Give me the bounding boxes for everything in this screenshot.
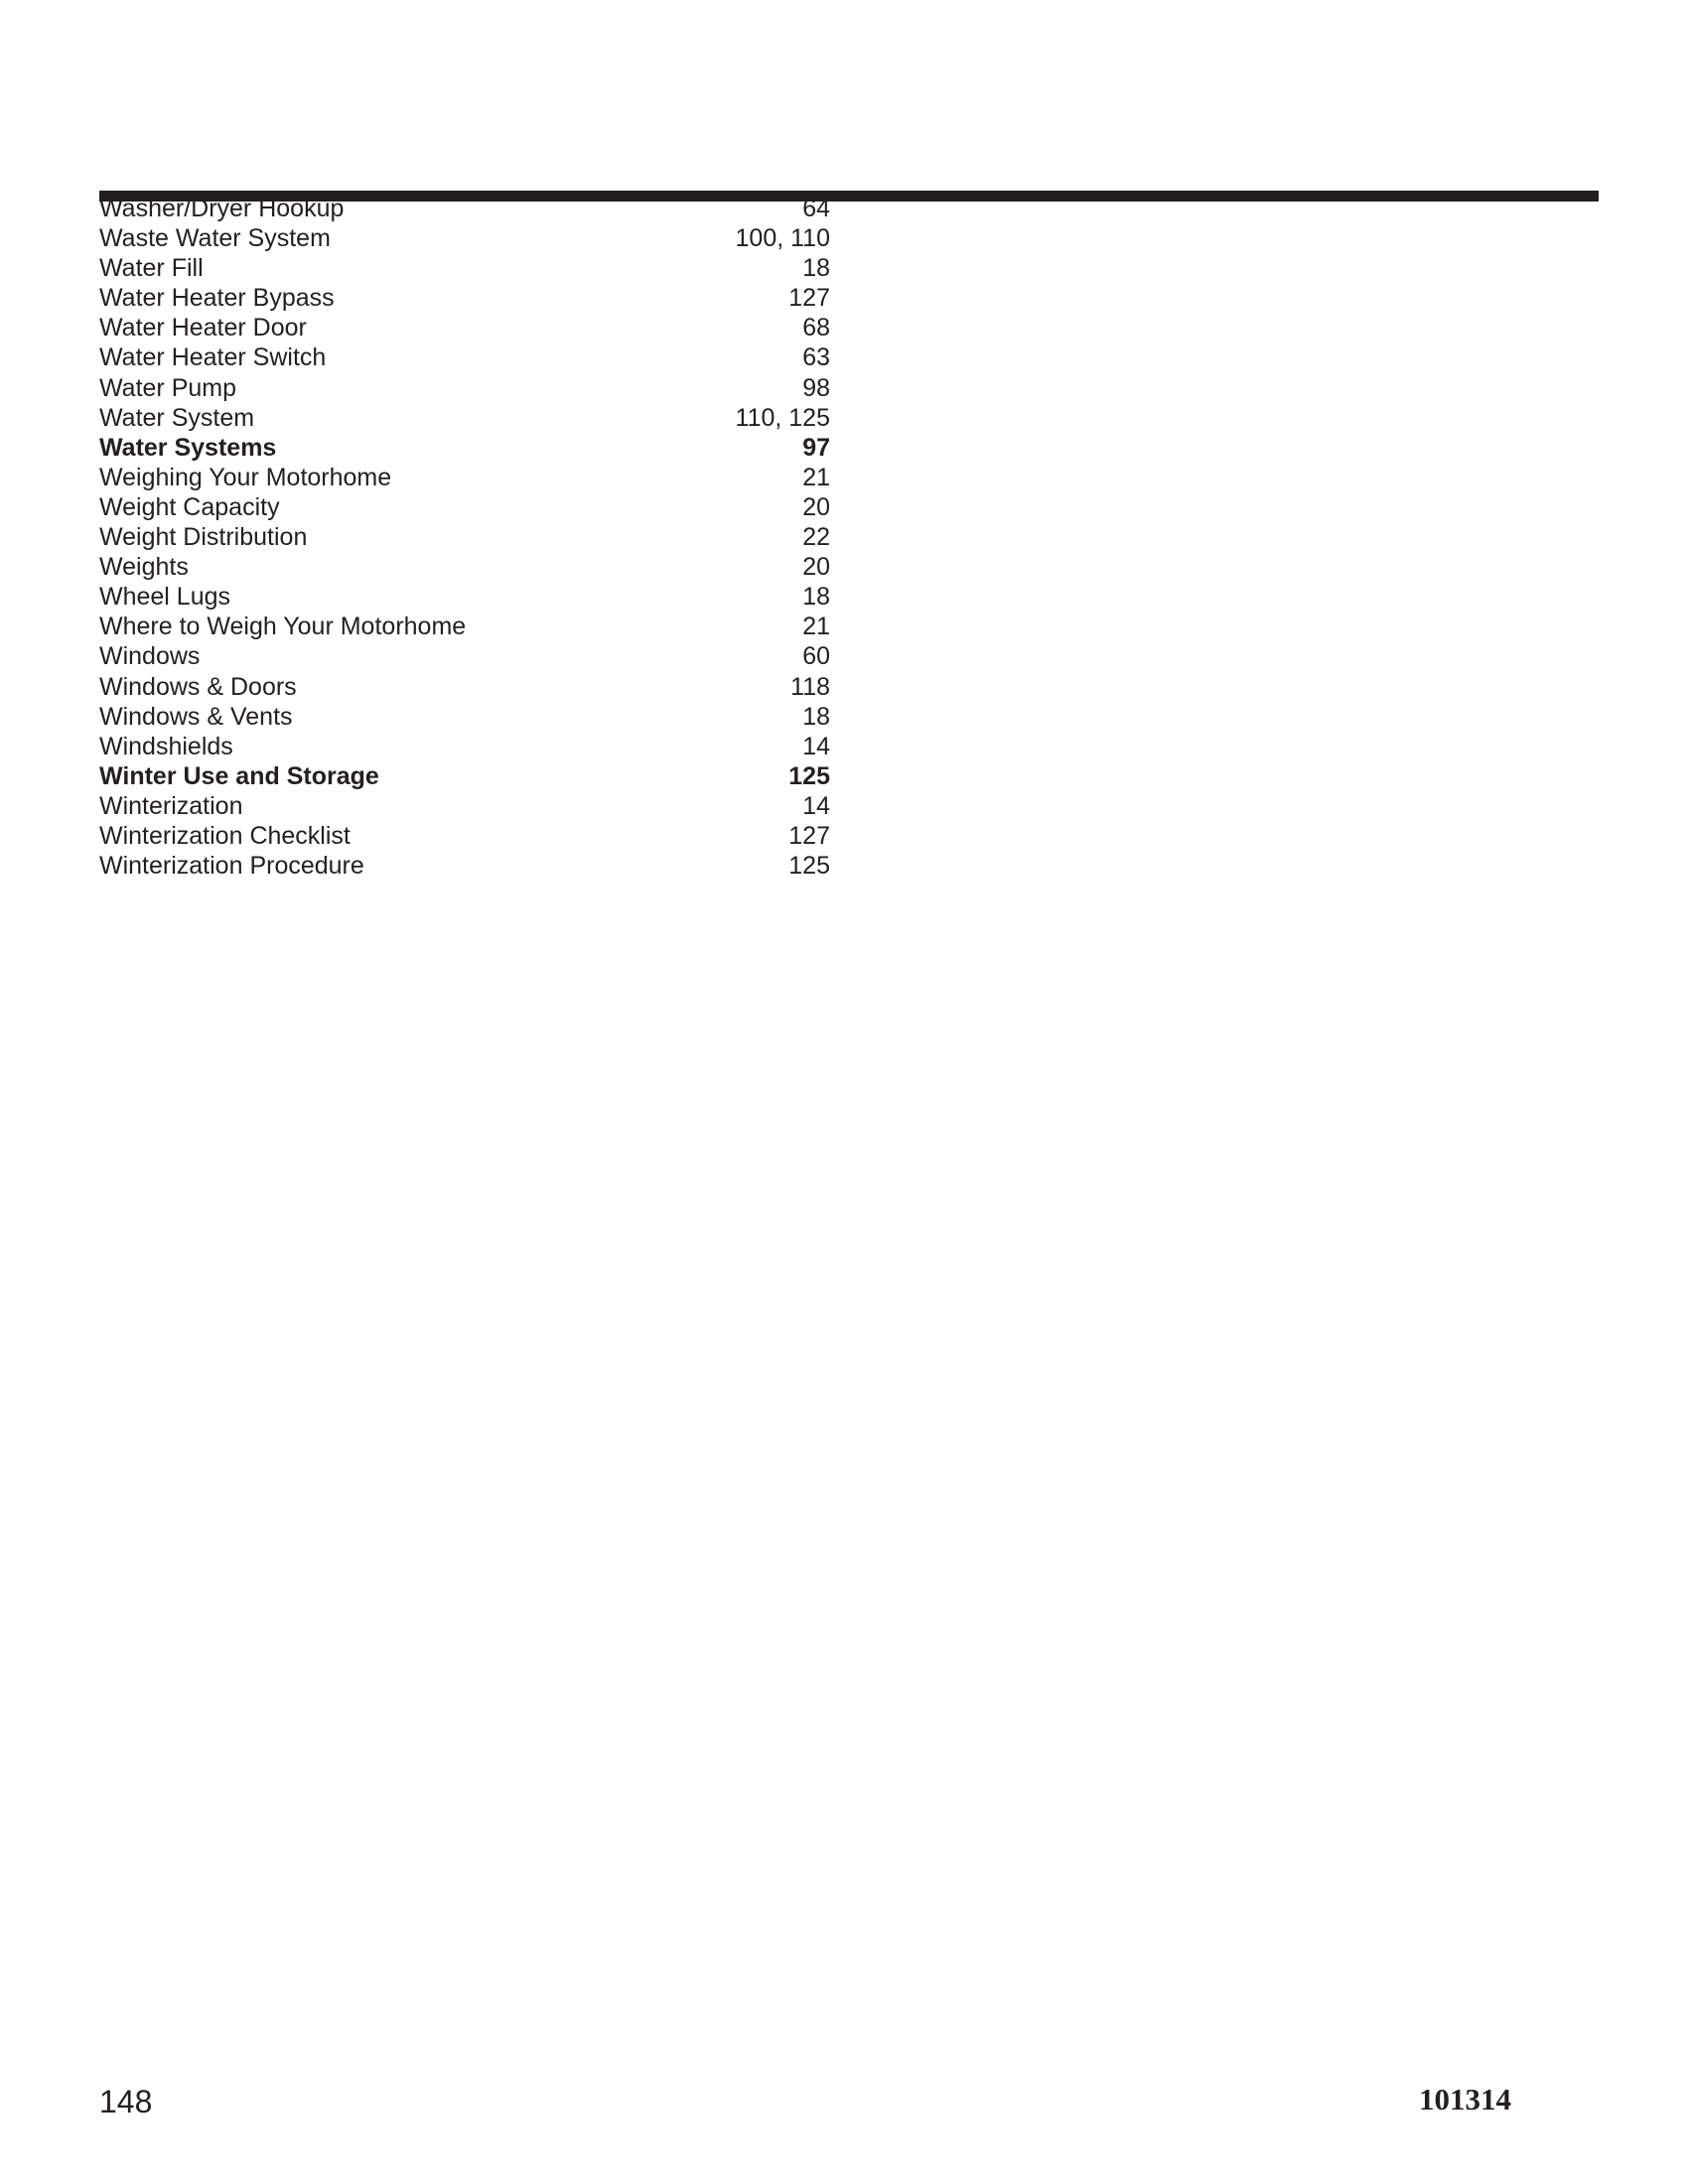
index-list [99, 194, 830, 881]
index-entry-pages: 127 [788, 284, 830, 313]
index-entry [99, 851, 830, 881]
index-entry-label: Weight Distribution [99, 523, 308, 552]
index-entry [99, 672, 830, 702]
index-entry [99, 702, 830, 732]
index-entry [99, 791, 830, 821]
index-entry [99, 522, 830, 552]
index-entry-label: Winterization Procedure [99, 852, 364, 881]
index-entry-pages: 125 [788, 852, 830, 881]
index-entry [99, 732, 830, 761]
index-entry [99, 552, 830, 582]
index-entry-label: Windows [99, 642, 201, 671]
index-entry-label: Weight Capacity [99, 492, 280, 521]
index-entry-label: Water Heater Door [99, 314, 307, 342]
index-entry-label: Water Systems [99, 433, 277, 462]
index-entry [99, 403, 830, 433]
index-entry [99, 194, 830, 223]
index-entry-pages: 14 [802, 791, 830, 820]
index-entry-label: Washer/Dryer Hookup [99, 195, 345, 222]
index-entry-label: Wheel Lugs [99, 583, 231, 612]
index-entry [99, 433, 830, 463]
index-entry [99, 761, 830, 791]
index-entry-label: Windows & Doors [99, 672, 297, 701]
index-entry [99, 313, 830, 342]
index-entry-pages: 60 [802, 642, 830, 671]
index-entry-label: Weighing Your Motorhome [99, 463, 392, 491]
index-entry [99, 612, 830, 641]
index-entry-pages: 14 [802, 732, 830, 760]
index-entry-label: Weights [99, 553, 189, 582]
index-entry-pages: 127 [788, 821, 830, 850]
index-entry-pages: 118 [790, 672, 830, 701]
index-entry-pages: 110, 125 [735, 403, 830, 432]
index-entry-pages: 125 [788, 761, 830, 790]
index-entry [99, 821, 830, 851]
index-entry [99, 463, 830, 492]
index-entry-label: Water System [99, 403, 255, 432]
document-code: 101314 [1419, 2082, 1511, 2116]
index-entry-pages: 63 [802, 343, 830, 372]
index-entry-label: Winter Use and Storage [99, 761, 379, 790]
index-entry-label: Where to Weigh Your Motorhome [99, 613, 467, 641]
index-entry-label: Waste Water System [99, 224, 331, 253]
index-entry-pages: 97 [802, 433, 830, 462]
index-entry-pages: 100, 110 [735, 224, 830, 253]
index-entry-label: Water Heater Bypass [99, 284, 335, 313]
index-entry-label: Windows & Vents [99, 702, 293, 731]
index-entry-label: Winterization Checklist [99, 821, 351, 850]
index-entry-label: Water Pump [99, 373, 237, 402]
index-entry [99, 641, 830, 671]
index-entry [99, 283, 830, 313]
index-entry [99, 373, 830, 403]
index-entry-pages: 21 [802, 463, 830, 491]
index-entry-label: Water Fill [99, 254, 204, 283]
index-entry-pages: 18 [802, 702, 830, 731]
index-entry-label: Winterization [99, 791, 243, 820]
index-entry [99, 582, 830, 612]
index-entry-label: Windshields [99, 732, 233, 760]
index-entry-pages: 18 [802, 583, 830, 612]
index-entry-pages: 64 [802, 195, 830, 222]
index-entry-pages: 22 [802, 523, 830, 552]
index-entry [99, 342, 830, 372]
index-entry-label: Water Heater Switch [99, 343, 327, 372]
index-entry-pages: 20 [802, 553, 830, 582]
index-entry [99, 253, 830, 283]
page-number: 148 [99, 2084, 153, 2119]
index-entry-pages: 98 [802, 373, 830, 402]
index-entry [99, 492, 830, 522]
index-entry-pages: 68 [802, 314, 830, 342]
index-entry-pages: 20 [802, 492, 830, 521]
index-entry-pages: 18 [802, 254, 830, 283]
index-entry-pages: 21 [802, 613, 830, 641]
index-entry [99, 223, 830, 253]
